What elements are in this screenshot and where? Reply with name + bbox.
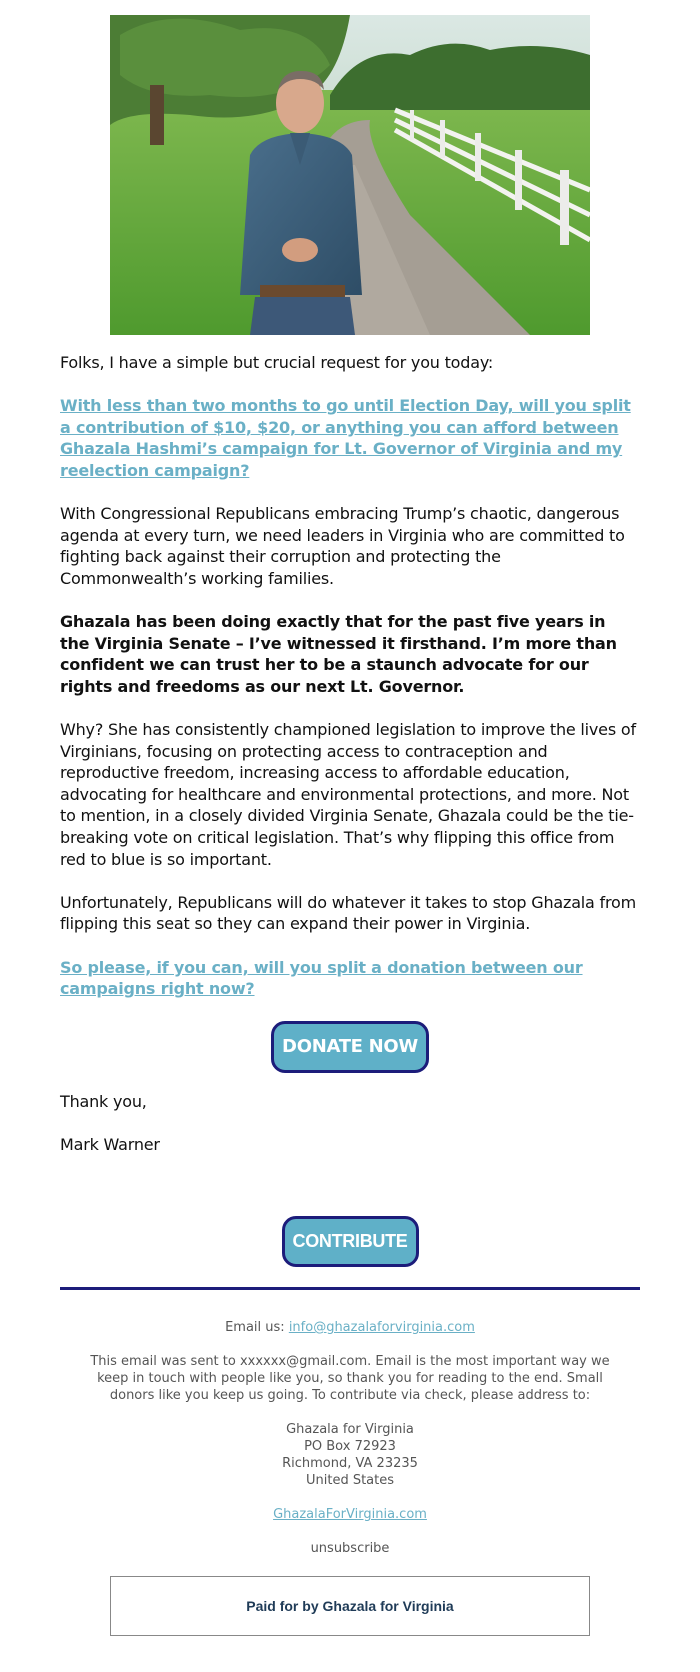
endorsement-paragraph: Ghazala has been doing exactly that for the past five years in the Virginia Senate – I’ve witnessed it firsthand. I’m more than confident we can trust her to be a staunch advocate for our rights and freedoms as our next Lt. Governor.	[60, 612, 617, 696]
hero-photo-illustration	[110, 15, 590, 335]
why-paragraph: Why? She has consistently championed legislation to improve the lives of Virginians, focusing on protecting access to contraception and reproductive freedom, increasing access to affordable education, advocating for healthcare and environmental protections, and more. Not to mention, in a closely divided Virginia Senate, Ghazala could be the tie-breaking vote on critical legislation. That’s why flipping this office from red to blue is so important.	[60, 720, 636, 869]
agenda-paragraph: With Congressional Republicans embracing Trump’s chaotic, dangerous agenda at every turn, we need leaders in Virginia who are committed to fighting back against their corruption and protecting the Commonwealth’s working families.	[60, 504, 625, 588]
mailing-address	[80, 1421, 620, 1489]
email-body	[60, 352, 640, 1177]
address-line: PO Box 72923	[304, 1439, 396, 1454]
footer-notice: This email was sent to xxxxxx@gmail.com. Email is the most important way we keep in touch with people like you, so thank you for reading to the end. Small donors like you keep us going. To contribute via check, please address to:	[90, 1354, 610, 1403]
address-line: Richmond, VA 23235	[282, 1456, 418, 1471]
split-donation-link[interactable]: So please, if you can, will you split a donation between our campaigns right now?	[60, 957, 583, 999]
footer-divider	[60, 1287, 640, 1290]
paid-for-text: Paid for by Ghazala for Virginia	[246, 1598, 454, 1614]
signoff-text: Thank you,	[60, 1092, 147, 1111]
unsubscribe-link[interactable]: unsubscribe	[310, 1541, 390, 1556]
republicans-paragraph: Unfortunately, Republicans will do whatever it takes to stop Ghazala from flipping this seat so they can expand their power in Virginia.	[60, 892, 636, 934]
intro-text: Folks, I have a simple but crucial request for you today:	[60, 353, 494, 372]
contact-email-link[interactable]: info@ghazalaforvirginia.com	[288, 1320, 475, 1335]
contribute-button[interactable]: CONTRIBUTE	[282, 1216, 419, 1267]
email-label: Email us:	[225, 1320, 289, 1335]
hero-photo	[110, 15, 590, 335]
paid-for-disclaimer	[110, 1576, 590, 1636]
donate-now-button[interactable]: DONATE NOW	[271, 1021, 429, 1073]
donate-button-wrap	[60, 1021, 640, 1073]
website-link[interactable]: GhazalaForVirginia.com	[273, 1507, 427, 1522]
signature-text: Mark Warner	[60, 1135, 160, 1155]
address-line: United States	[305, 1473, 395, 1488]
contact-line	[80, 1319, 620, 1336]
email-footer	[80, 1319, 620, 1574]
address-line: Ghazala for Virginia	[286, 1422, 414, 1437]
contribute-button-wrap	[0, 1216, 700, 1267]
donation-ask-link[interactable]: With less than two months to go until Election Day, will you split a contribution of $10, $20, or anything you can afford between Ghazala Hashmi’s campaign for Lt. Governor of Virginia and my reelection campaign?	[60, 396, 631, 480]
